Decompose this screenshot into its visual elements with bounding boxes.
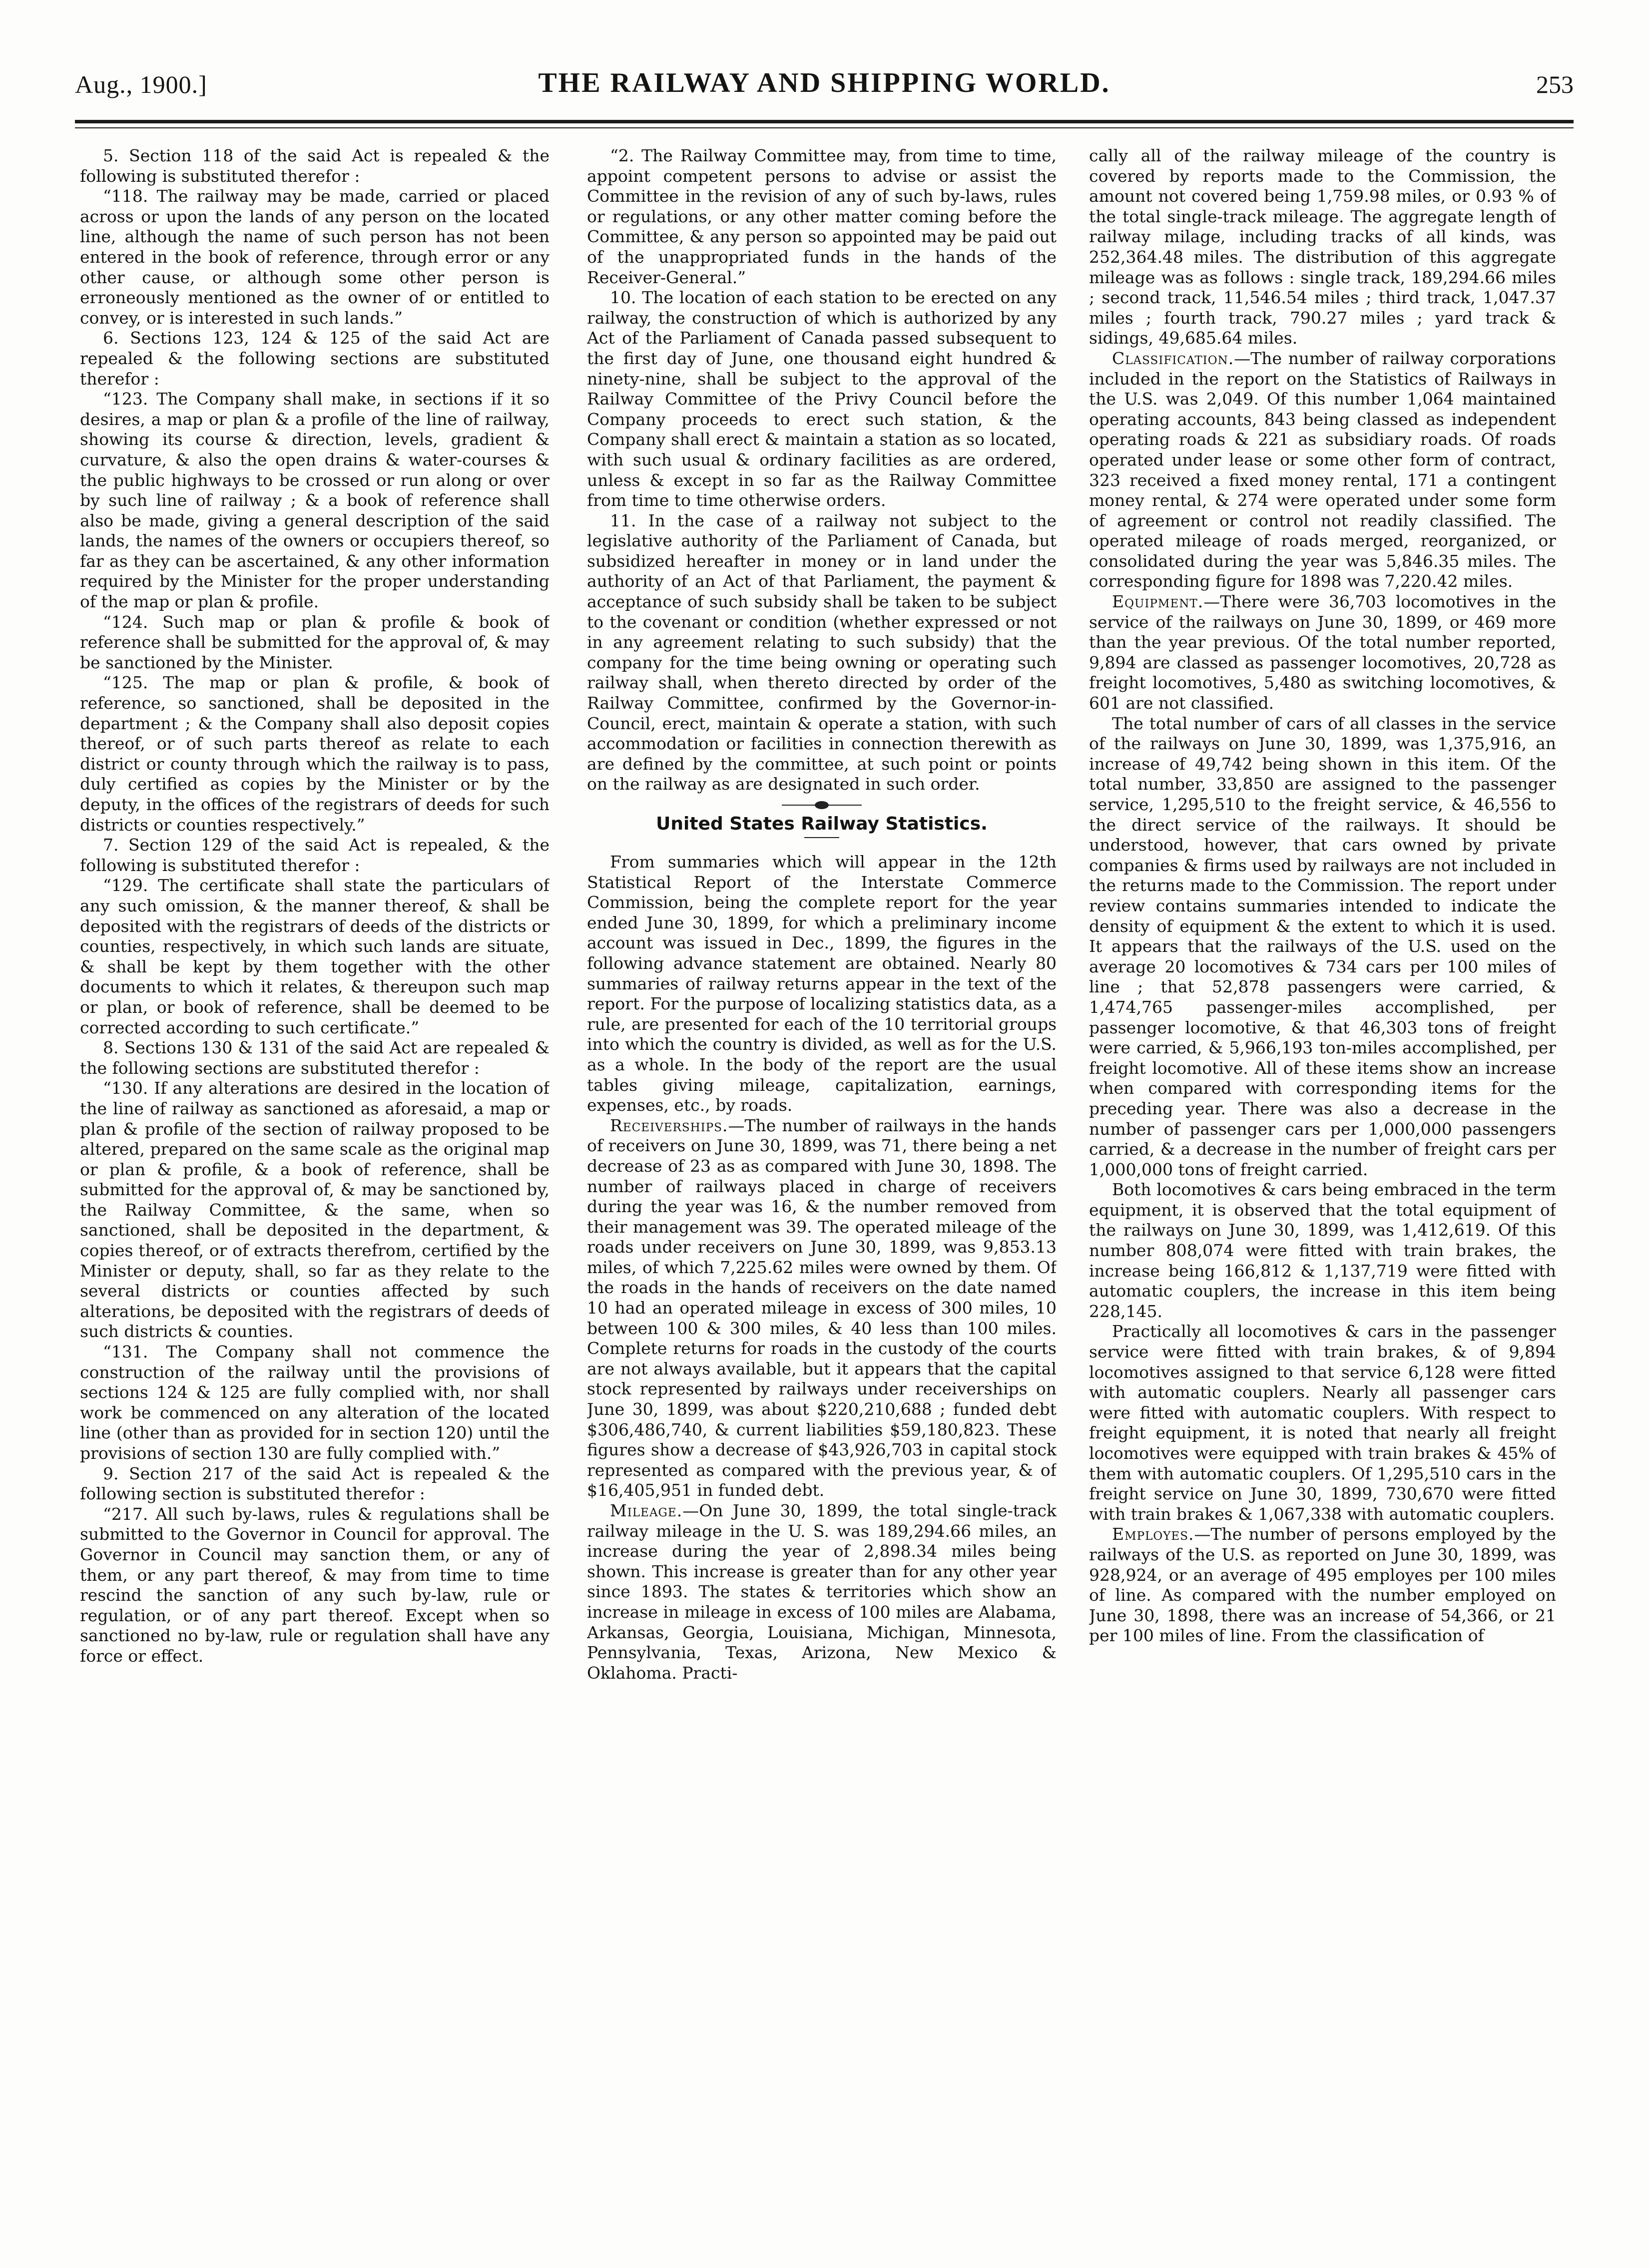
paragraph: 5. Section 118 of the said Act is repealed & the following is substituted therefor : bbox=[80, 146, 550, 186]
paragraph: Practically all locomotives & cars in the passenger service were fitted with train brakes, & of 9,894 locomotives assigned to that service 6,128 were fitted with automatic couplers. Nearly all passenger cars were fitted with automatic couplers. With respect to freight equipment, it is noted that nearly all freight locomotives were equipped with train brakes & 45% of them with automatic couplers. Of 1,295,510 cars in the freight service on June 30, 1899, 730,670 were fitted with train brakes & 1,067,338 with automatic couplers. bbox=[1089, 1322, 1556, 1524]
section-label: Employes. bbox=[1112, 1524, 1194, 1544]
header-rule-thin bbox=[75, 127, 1574, 128]
paragraph: 7. Section 129 of the said Act is repealed, & the following is substituted therefor : bbox=[80, 835, 550, 875]
section-label: Receiverships. bbox=[610, 1115, 728, 1135]
paragraph: “118. The railway may be made, carried or placed across or upon the lands of any person on the located line, although the name of such person has not been entered in the book of reference, through error or any other cause, or although some other person is erroneously mentioned as the owner of or entitled to convey, or is interested in such lands.” bbox=[80, 186, 550, 328]
employes-paragraph bbox=[1089, 1524, 1556, 1646]
paragraph: Both locomotives & cars being embraced in the term equipment, it is observed that the total equipment of the railways on June 30, 1899, was 1,412,619. Of this number 808,074 were fitted with train brakes, the increase being 166,812 & 1,137,719 were fitted with automatic couplers, the increase in this item being 228,145. bbox=[1089, 1180, 1556, 1321]
issue-date: Aug., 1900.] bbox=[75, 70, 207, 98]
paragraph: 6. Sections 123, 124 & 125 of the said Act are repealed & the following sections are substituted therefor : bbox=[80, 328, 550, 389]
header-rule-thick bbox=[75, 120, 1574, 123]
section-label: Mileage. bbox=[610, 1501, 683, 1520]
section-label: Classification. bbox=[1112, 348, 1234, 368]
section-text: —There were 36,703 locomotives in the service of the railways on June 30, 1899, or 469 more than the year previous. Of the total number reported, 9,894 are classed as passenger locomotives, 20,728 as freight locomotives, 5,480 as switching locomotives, & 601 are not classified. bbox=[1089, 592, 1556, 713]
receiverships-paragraph bbox=[587, 1116, 1057, 1501]
paragraph: The total number of cars of all classes in the service of the railways on June 30, 1899, was 1,375,916, an increase of 49,742 being shown in this item. Of the total number, 33,850 are assigned to the passenger service, 1,295,510 to the freight service, & 46,556 to the direct service of the railways. It should be understood, however, that cars owned by private companies & firms used by railways are not included in the returns made to the Commission. The report under review contains summaries intended to indicate the density of equipment & the extent to which it is used. It appears that the railways of the U.S. used on the average 20 locomotives & 734 cars per 100 miles of line ; that 52,878 passengers were carried, & 1,474,765 passenger-miles accomplished, per passenger locomotive, & that 46,303 tons of freight were carried, & 5,966,193 ton-miles accomplished, per freight locomotive. All of these items show an increase when compared with corresponding items for the preceding year. There was also a decrease in the number of passenger cars per 1,000,000 passengers carried, & a decrease in the number of freight cars per 1,000,000 tons of freight carried. bbox=[1089, 713, 1556, 1179]
section-text: —The number of railway corporations included in the report on the Statistics of Railways in the U.S. was 2,049. Of this number 1,064 maintained operating accounts, 843 being classed as independent operating roads & 221 as subsidiary roads. Of roads operated under lease or some other form of contract, 323 received a fixed money rental, 171 a contingent money rental, & 274 were operated under some form of agreement or control not readily classified. The operated mileage of roads merged, reorganized, or consolidated during the year was 5,846.35 miles. The corresponding figure for 1898 was 7,220.42 miles. bbox=[1089, 348, 1556, 591]
article-heading: United States Railway Statistics. bbox=[656, 814, 988, 834]
paragraph: cally all of the railway mileage of the country is covered by reports made to the Commission, the amount not covered being 1,759.98 miles, or 0.93 % of the total single-track mileage. The aggregate length of railway milage, including tracks of all kinds, was 252,364.48 miles. The distribution of this aggregate mileage was as follows : single track, 189,294.66 miles ; second track, 11,546.54 miles ; third track, 1,047.37 miles ; fourth track, 790.27 miles ; yard track & sidings, 49,685.64 miles. bbox=[1089, 146, 1556, 348]
section-text: —The number of persons employed by the railways of the U.S. as reported on June 30, 1899, was 928,924, or an average of 495 employes per 100 miles of line. As compared with the number employed on June 30, 1898, there was an increase of 54,366, or 21 per 100 miles of line. From the classification of bbox=[1089, 1524, 1556, 1646]
paragraph: “124. Such map or plan & profile & book of reference shall be submitted for the approval of, & may be sanctioned by the Minister. bbox=[80, 612, 550, 672]
column-2 bbox=[587, 146, 1057, 2224]
paragraph: 10. The location of each station to be erected on any railway, the construction of which is authorized by any Act of the Parliament of Canada passed subsequent to the first day of June, one thousand eight hundred & ninety-nine, shall be subject to the approval of the Railway Committee of the Privy Council before the Company proceeds to erect such station, & the Company shall erect & maintain a station as so located, with such usual & ordinary facilities as are ordered, unless & except in so far as the Railway Committee from time to time otherwise orders. bbox=[587, 288, 1057, 510]
article-intro: From summaries which will appear in the 12th Statistical Report of the Interstate Commerce Commission, being the complete report for the year ended June 30, 1899, for which a preliminary income account was issued in Dec., 1899, the figures in the following advance statement are obtained. Nearly 80 summaries of railway returns appear in the text of the report. For the purpose of localizing statistics data, as a rule, are presented for each of the 10 territorial groups into which the country is divided, as well as for the U.S. as a whole. In the body of the report are the usual tables giving mileage, capitalization, earnings, expenses, etc., by roads. bbox=[587, 852, 1057, 1115]
column-1 bbox=[80, 146, 550, 2224]
section-label: Equipment. bbox=[1112, 592, 1204, 612]
paragraph: 8. Sections 130 & 131 of the said Act are repealed & the following sections are substituted therefor : bbox=[80, 1038, 550, 1078]
equipment-paragraph bbox=[1089, 592, 1556, 714]
paragraph: “123. The Company shall make, in sections if it so desires, a map or plan & a profile of the line of railway, showing its course & direction, levels, gradient & curvature, & also the open drains & water-courses & the public highways to be crossed or run along or over by such line of railway ; & a book of reference shall also be made, giving a general description of the said lands, the names of the owners or occupiers thereof, so far as they can be ascertained, & any other information required by the Minister for the proper understanding of the map or plan & profile. bbox=[80, 389, 550, 612]
column-3 bbox=[1089, 146, 1556, 2224]
paragraph: “125. The map or plan & profile, & book of reference, so sanctioned, shall be deposited in the department ; & the Company shall also deposit copies thereof, or of such parts thereof as relate to each district or county through which the railway is to pass, duly certified as copies by the Minister or by the deputy, in the offices of the registrars of deeds for such districts or counties respectively.” bbox=[80, 673, 550, 835]
page-number: 253 bbox=[1536, 70, 1574, 98]
publication-title: THE RAILWAY AND SHIPPING WORLD. bbox=[538, 67, 1110, 98]
paragraph: 9. Section 217 of the said Act is repealed & the following section is substituted therefor : bbox=[80, 1463, 550, 1504]
paragraph: “130. If any alterations are desired in the location of the line of railway as sanctioned as aforesaid, a map or plan & profile of the section of railway proposed to be altered, prepared on the same scale as the original map or plan & profile, & a book of reference, shall be submitted for the approval of, & may be sanctioned by, the Railway Committee, & the same, when so sanctioned, shall be deposited in the department, & copies thereof, or of extracts therefrom, certified by the Minister or deputy, shall, so far as they relate to the several districts or counties affected by such alterations, be deposited with the registrars of deeds of such districts & counties. bbox=[80, 1078, 550, 1342]
section-text: —The number of railways in the hands of receivers on June 30, 1899, was 71, there being a net decrease of 23 as as compared with June 30, 1898. The number of railways placed in charge of receivers during the year was 16, & the number removed from their management was 39. The operated mileage of the roads under receivers on June 30, 1899, was 9,853.13 miles, of which 7,225.62 miles were owned by them. Of the roads in the hands of receivers on the date named 10 had an operated mileage in excess of 300 miles, 10 between 100 & 300 miles, & 40 less than 100 miles. Complete returns for roads in the custody of the courts are not always available, but it appears that the capital stock represented by railways under receiverships on June 30, 1899, was about $220,210,688 ; funded debt $306,486,740, & current liabilities $59,180,823. These figures show a decrease of $43,926,703 in capital stock represented as compared with the previous year, & of $16,405,951 in funded debt. bbox=[587, 1115, 1057, 1500]
page-header bbox=[75, 65, 1574, 120]
paragraph: 11. In the case of a railway not subject to the legislative authority of the Parliament of Canada, but subsidized hereafter in money or in land under the authority of an Act of that Parliament, the payment & acceptance of such subsidy shall be taken to be subject to the covenant or condition (whether expressed or not in any agreement relating to such subsidy) that the company for the time being owning or operating such railway shall, when thereto directed by order of the Railway Committee, confirmed by the Governor-in-Council, erect, maintain & operate a station, with such accommodation or facilities in connection therewith as are defined by the committee, at such point or points on the railway as are designated in such order. bbox=[587, 510, 1057, 794]
paragraph: “131. The Company shall not commence the construction of the railway until the provisions of sections 124 & 125 are fully complied with, nor shall work be commenced on any alteration of the located line (other than as provided for in section 120) until the provisions of section 130 are fully complied with.” bbox=[80, 1342, 550, 1463]
paragraph: “2. The Railway Committee may, from time to time, appoint competent persons to advise or assist the Committee in the revision of any of such by-laws, rules or regulations, or any other matter coming before the Committee, & any person so appointed may be paid out of the unappropriated funds in the hands of the Receiver-General.” bbox=[587, 146, 1057, 287]
heading-rule bbox=[804, 837, 839, 838]
classification-paragraph bbox=[1089, 349, 1556, 592]
mileage-paragraph bbox=[587, 1501, 1057, 1683]
paragraph: “217. All such by-laws, rules & regulations shall be submitted to the Governor in Council for approval. The Governor in Council may sanction them, or any of them, or any part thereof, & may from time to time rescind the sanction of any such by-law, rule or regulation, or of any part thereof. Except when so sanctioned no by-law, rule or regulation shall have any force or effect. bbox=[80, 1504, 550, 1666]
section-text: —On June 30, 1899, the total single-track railway mileage in the U. S. was 189,294.66 miles, an increase during the year of 2,898.34 miles being shown. This increase is greater than for any other year since 1893. The states & territories which show an increase in mileage in excess of 100 miles are Alabama, Arkansas, Georgia, Louisiana, Michigan, Minnesota, Pennsylvania, Texas, Arizona, New Mexico & Oklahoma. Practi- bbox=[587, 1501, 1057, 1683]
paragraph: “129. The certificate shall state the particulars of any such omission, & the manner thereof, & shall be deposited with the registrars of deeds of the districts or counties, respectively, in which such lands are situate, & shall be kept by them together with the other documents to which it relates, & thereupon such map or plan, or book of reference, shall be deemed to be corrected according to such certificate.” bbox=[80, 876, 550, 1037]
article-separator-ornament bbox=[782, 800, 862, 811]
